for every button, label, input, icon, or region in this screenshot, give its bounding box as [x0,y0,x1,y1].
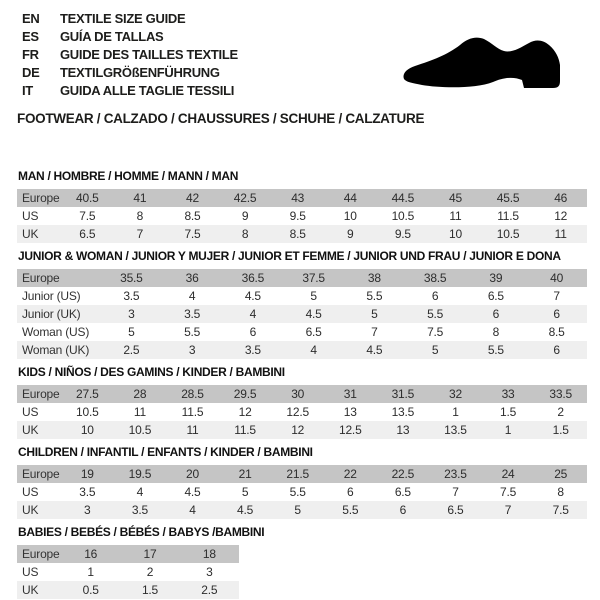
size-cell: 11 [534,225,587,243]
size-cell: 12.5 [324,421,377,439]
section-title: CHILDREN / INFANTIL / ENFANTS / KINDER / BAMBINI [18,445,313,459]
size-cell: 1.5 [120,581,179,599]
size-cell: 45 [429,189,482,207]
size-cell: 10 [61,421,114,439]
size-cell: 5 [128,325,135,339]
size-cell: 6 [526,341,587,359]
size-cell: 12 [554,209,568,223]
row-label: US [22,565,39,579]
row-label: Europe [17,269,101,287]
size-cell: 6.5 [61,225,114,243]
language-title: GUÍA DE TALLAS [60,28,164,44]
size-cell: 3.5 [79,485,96,499]
size-cell: 40 [526,269,587,287]
size-cell: 38.5 [405,269,466,287]
size-cell: 13.5 [391,405,415,419]
language-row-de [22,63,238,81]
size-cell: 12 [238,405,252,419]
size-cell: 2.5 [180,581,239,599]
size-cell: 33 [482,385,535,403]
table-row [17,287,587,305]
language-code: DE [22,64,40,80]
row-label: Europe [17,465,61,483]
row-label: UK [17,501,61,519]
language-code: ES [22,28,39,44]
size-cell: 8 [557,485,564,499]
size-cell: 6 [249,325,257,339]
dress-shoe-icon [400,35,570,95]
size-cell: 5.5 [289,485,306,499]
row-label: UK [17,581,61,599]
row-label: UK [17,225,61,243]
size-cell: 44.5 [377,189,430,207]
size-section [17,446,587,519]
size-cell: 7 [114,225,167,243]
size-cell: 4.5 [219,501,272,519]
size-cell: 13.5 [429,421,482,439]
size-cell: 1 [87,565,94,579]
size-cell: 6.5 [394,485,411,499]
size-cell: 7 [482,501,535,519]
size-cell: 7.5 [166,225,219,243]
size-cell: 1 [482,421,535,439]
size-cell: 4 [223,305,284,323]
size-cell: 17 [120,545,179,563]
size-cell: 5.5 [366,289,383,303]
row-label: US [22,485,39,499]
size-cell: 8 [492,325,500,339]
size-cell: 25 [534,465,587,483]
size-cell: 36 [162,269,223,287]
size-cell: 42.5 [219,189,272,207]
table-row [17,421,587,439]
size-cell: 45.5 [482,189,535,207]
size-cell: 11 [449,209,462,223]
size-cell: 21.5 [271,465,324,483]
size-cell: 4.5 [184,485,201,499]
size-table [17,269,587,359]
size-cell: 32 [429,385,482,403]
size-cell: 6.5 [305,325,322,339]
size-cell: 9 [324,225,377,243]
table-row [17,545,239,563]
table-row [17,483,587,501]
size-cell: 13 [377,421,430,439]
size-cell: 41 [114,189,167,207]
table-row [17,323,587,341]
size-table [17,189,587,243]
size-cell: 5 [405,341,466,359]
language-title: GUIDE DES TAILLES TEXTILE [60,46,238,62]
size-cell: 28.5 [166,385,219,403]
table-row [17,189,587,207]
size-cell: 10.5 [482,225,535,243]
size-cell: 24 [482,465,535,483]
table-row [17,225,587,243]
size-cell: 31.5 [377,385,430,403]
size-cell: 9.5 [377,225,430,243]
size-table [17,465,587,519]
language-title: GUIDA ALLE TAGLIE TESSILI [60,82,235,98]
size-cell: 2 [146,565,154,579]
size-cell: 11 [166,421,219,439]
size-cell: 4 [166,501,219,519]
size-cell: 4.5 [283,305,344,323]
size-cell: 39 [466,269,527,287]
language-code: FR [22,46,39,62]
section-title: BABIES / BEBÉS / BÉBÉS / BABYS /BAMBINI [18,525,265,539]
size-section [17,170,587,243]
table-row [17,385,587,403]
row-label: Europe [17,545,61,563]
size-cell: 7.5 [427,325,444,339]
size-cell: 36.5 [223,269,284,287]
table-row [17,563,239,581]
table-row [17,305,587,323]
size-cell: 3.5 [114,501,167,519]
size-cell: 19 [61,465,114,483]
size-cell: 46 [534,189,587,207]
size-cell: 3 [101,305,162,323]
size-cell: 11.5 [181,405,204,419]
size-cell: 2 [557,405,564,419]
size-cell: 1.5 [500,405,517,419]
language-code: IT [22,82,33,98]
size-cell: 5.5 [184,325,201,339]
row-label: Junior (US) [22,289,81,303]
table-row [17,465,587,483]
size-cell: 7.5 [500,485,517,499]
size-cell: 7 [553,289,560,303]
size-cell: 3 [206,565,213,579]
size-cell: 6 [466,305,527,323]
size-cell: 23.5 [429,465,482,483]
size-cell: 5.5 [405,305,466,323]
section-title: KIDS / NIÑOS / DES GAMINS / KINDER / BAMBINI [18,365,285,379]
language-row-es [22,27,238,45]
size-cell: 16 [61,545,120,563]
row-label: US [22,209,39,223]
size-cell: 10 [429,225,482,243]
language-title: TEXTILGRÖßENFÜHRUNG [60,64,220,80]
size-cell: 3.5 [162,305,223,323]
table-row [17,341,587,359]
language-row-fr [22,45,238,63]
language-row-it [22,81,238,99]
size-cell: 10.5 [76,405,99,419]
size-cell: 1.5 [534,421,587,439]
table-row [17,403,587,421]
size-cell: 40.5 [61,189,114,207]
size-cell: 5 [310,289,317,303]
size-cell: 1 [452,405,459,419]
size-cell: 10 [343,209,357,223]
size-cell: 18 [180,545,239,563]
size-cell: 29.5 [219,385,272,403]
size-cell: 5 [344,305,405,323]
size-cell: 11.5 [219,421,272,439]
language-row-en [22,9,238,27]
size-cell: 37.5 [283,269,344,287]
size-cell: 9.5 [289,209,306,223]
size-cell: 19.5 [114,465,167,483]
row-label: Junior (UK) [17,305,101,323]
size-cell: 38 [344,269,405,287]
size-cell: 11 [133,405,146,419]
size-cell: 12 [271,421,324,439]
size-cell: 10.5 [114,421,167,439]
size-cell: 8.5 [548,325,565,339]
size-cell: 5.5 [466,341,527,359]
size-cell: 28 [114,385,167,403]
size-cell: 27.5 [61,385,114,403]
language-code: EN [22,10,40,26]
size-cell: 8 [219,225,272,243]
size-section [17,526,587,599]
size-cell: 20 [166,465,219,483]
size-cell: 12.5 [286,405,309,419]
size-tables [17,163,587,599]
size-cell: 31 [324,385,377,403]
language-title: TEXTILE SIZE GUIDE [60,10,186,26]
size-cell: 3 [162,341,223,359]
category-heading: FOOTWEAR / CALZADO / CHAUSSURES / SCHUHE / CALZATURE [17,111,425,126]
size-cell: 6 [431,289,439,303]
size-cell: 8.5 [271,225,324,243]
size-cell: 3.5 [123,289,140,303]
size-cell: 7.5 [79,209,96,223]
size-cell: 5 [241,485,249,499]
size-cell: 21 [219,465,272,483]
size-cell: 7 [371,325,378,339]
section-title: MAN / HOMBRE / HOMME / MANN / MAN [18,169,239,183]
row-label: Europe [17,189,61,207]
size-cell: 4 [188,289,196,303]
size-cell: 11.5 [497,209,519,223]
row-label: US [22,405,39,419]
size-cell: 3.5 [223,341,284,359]
table-row [17,269,587,287]
size-cell: 42 [166,189,219,207]
size-cell: 43 [271,189,324,207]
size-cell: 4 [283,341,344,359]
size-section [17,366,587,439]
size-cell: 4.5 [344,341,405,359]
size-cell: 44 [324,189,377,207]
size-cell: 35.5 [101,269,162,287]
section-title: JUNIOR & WOMAN / JUNIOR Y MUJER / JUNIOR ET FEMME / JUNIOR UND FRAU / JUNIOR E DONA [18,249,561,263]
size-cell: 5 [271,501,324,519]
size-cell: 4.5 [244,289,261,303]
table-row [17,207,587,225]
size-cell: 2.5 [101,341,162,359]
size-cell: 6.5 [429,501,482,519]
row-label: Europe [17,385,61,403]
language-list [22,9,238,99]
size-cell: 8.5 [184,209,201,223]
size-cell: 22.5 [377,465,430,483]
size-cell: 33.5 [534,385,587,403]
size-cell: 6 [526,305,587,323]
size-cell: 9 [241,209,249,223]
size-section [17,250,587,359]
size-table [17,385,587,439]
size-cell: 7.5 [534,501,587,519]
size-cell: 6 [377,501,430,519]
row-label: Woman (US) [22,325,90,339]
size-cell: 6.5 [487,289,504,303]
table-row [17,581,239,599]
size-cell: 30 [271,385,324,403]
size-cell: 4 [136,485,144,499]
size-cell: 6 [347,485,354,499]
size-cell: 3 [61,501,114,519]
size-cell: 13 [343,405,357,419]
size-cell: 0.5 [61,581,120,599]
row-label: UK [17,421,61,439]
size-cell: 10.5 [391,209,415,223]
size-cell: 7 [452,485,459,499]
size-cell: 22 [324,465,377,483]
size-cell: 5.5 [324,501,377,519]
size-table [17,545,239,599]
table-row [17,501,587,519]
row-label: Woman (UK) [17,341,101,359]
size-cell: 8 [136,209,144,223]
